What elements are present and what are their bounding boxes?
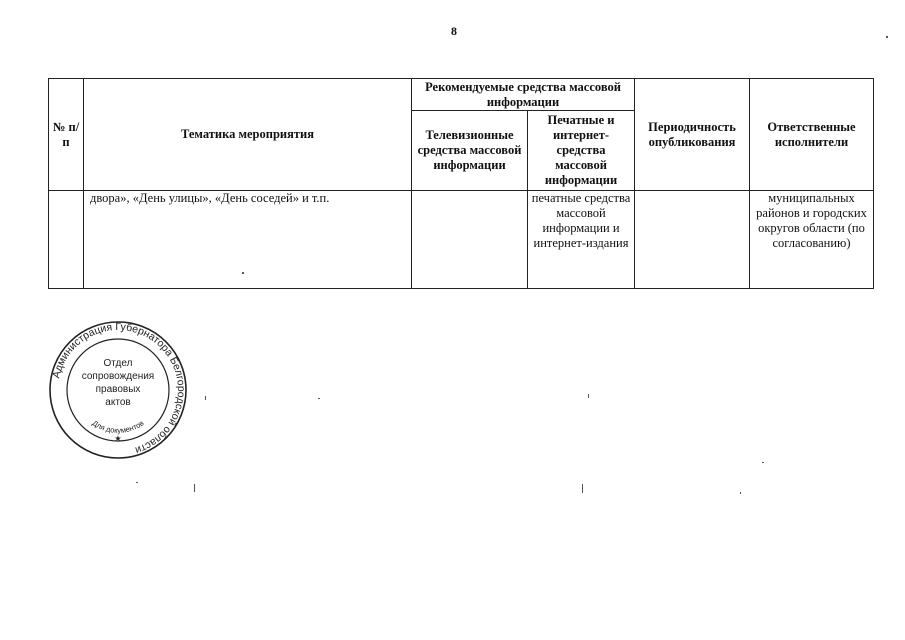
cell-responsible: муниципальных районов и городских округов области (по согласованию) xyxy=(750,191,874,289)
scan-speck xyxy=(194,484,195,492)
official-stamp xyxy=(48,320,188,460)
scan-speck xyxy=(740,492,741,494)
scan-speck xyxy=(205,396,206,400)
header-print: Печатные и интернет-средства массовой информации xyxy=(528,111,635,191)
cell-print: печатные средства массовой информации и интернет-издания xyxy=(528,191,635,289)
cell-number xyxy=(49,191,84,289)
header-topic: Тематика мероприятия xyxy=(84,79,412,191)
header-number: № п/п xyxy=(49,79,84,191)
stamp-center-line2: сопровождения xyxy=(81,371,155,382)
header-media-group: Рекомендуемые средства массовой информации xyxy=(412,79,635,111)
scan-speck xyxy=(886,36,888,38)
stamp-bottom-text: Для документов xyxy=(90,418,146,435)
header-periodicity: Периодичность опубликования xyxy=(635,79,750,191)
cell-topic: двора», «День улицы», «День соседей» и т.п. xyxy=(84,191,412,289)
stamp-center-line4: актов xyxy=(105,397,131,408)
scan-speck xyxy=(588,394,589,398)
scan-speck xyxy=(136,482,138,483)
stamp-star-icon: ★ xyxy=(114,434,122,443)
scan-speck xyxy=(242,272,244,274)
media-plan-table xyxy=(48,78,874,289)
scan-speck xyxy=(762,462,764,463)
stamp-ring-text: Администрация Губернатора Белгородской области xyxy=(50,320,188,457)
header-tv: Телевизионные средства массовой информации xyxy=(412,111,528,191)
cell-tv xyxy=(412,191,528,289)
stamp-center-line3: правовых xyxy=(95,384,141,395)
page-number: 8 xyxy=(451,24,457,38)
header-responsible: Ответственные исполнители xyxy=(750,79,874,191)
scan-speck xyxy=(318,398,320,399)
stamp-center-line1: Отдел xyxy=(103,358,133,369)
cell-periodicity xyxy=(635,191,750,289)
scan-speck xyxy=(582,484,583,493)
